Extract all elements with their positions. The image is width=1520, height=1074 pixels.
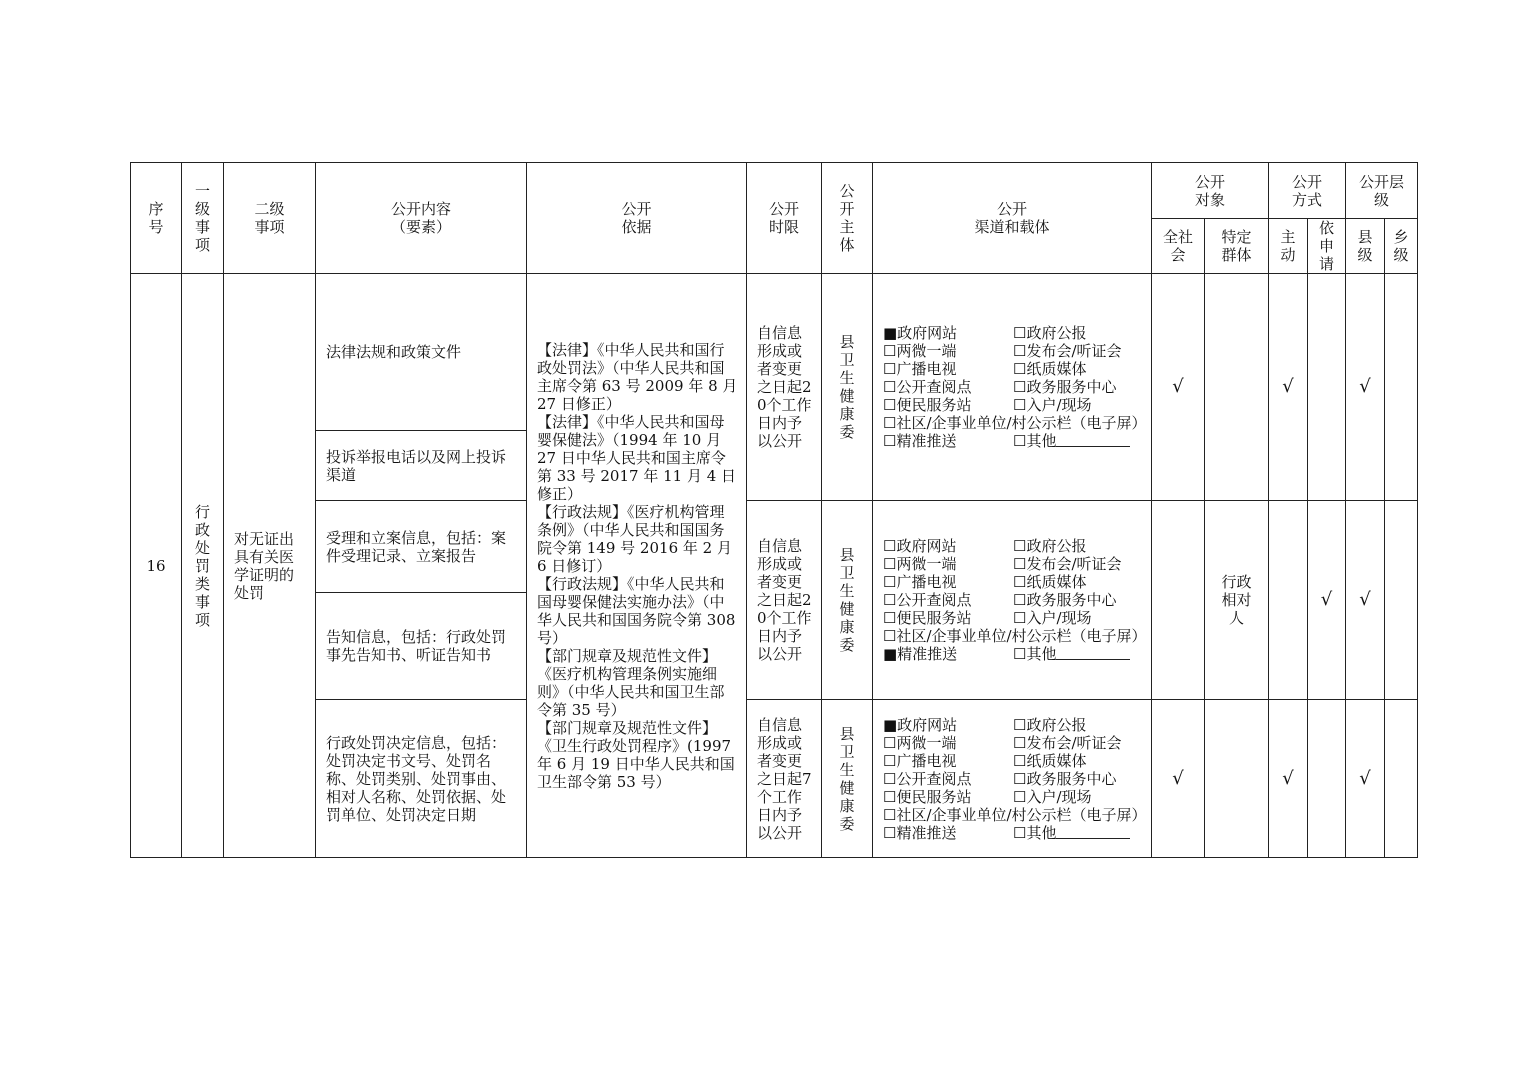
header-target-all: 全社 会 (1152, 219, 1205, 274)
channel-bulletin: ☐社区/企事业单位/村公示栏（电子屏） (883, 805, 1147, 824)
target-specific-cell (1205, 274, 1269, 501)
header-seq: 序号 (131, 163, 182, 274)
subject-cell: 县卫生健康委 (822, 274, 873, 501)
level-town-check (1385, 700, 1418, 858)
channel-line: ■精准推送 ☐其他 (883, 645, 1145, 663)
channel-cell (873, 274, 1152, 501)
row-level2: 对无证出具有关医学证明的处罚 (224, 274, 316, 858)
channel-cell (873, 700, 1152, 858)
header-content: 公开内容 （要素） (316, 163, 527, 274)
content-cell: 投诉举报电话以及网上投诉渠道 (316, 431, 527, 501)
content-cell: 行政处罚决定信息，包括：处罚决定书文号、处罚名称、处罚类别、处罚事由、相对人名称、处罚依据、处罚单位、处罚决定日期 (316, 700, 527, 858)
content-cell: 受理和立案信息，包括：案件受理记录、立案报告 (316, 501, 527, 593)
method-apply-check (1308, 700, 1346, 858)
header-basis: 公开 依据 (527, 163, 747, 274)
row-seq: 16 (131, 274, 182, 858)
method-active-check: √ (1269, 700, 1308, 858)
disclosure-table (130, 162, 1418, 858)
level-county-check: √ (1346, 501, 1385, 700)
channel-bulletin: ☐社区/企事业单位/村公示栏（电子屏） (883, 414, 1147, 432)
channel-line: ■政府网站 ☐政府公报 (883, 324, 1087, 342)
target-all-check: √ (1152, 700, 1205, 858)
target-all-check (1152, 501, 1205, 700)
basis-line: 【行政法规】《中华人民共和国母婴保健法实施办法》（中华人民共和国国务院令第 308 号） (537, 574, 736, 647)
other-blank-line (1056, 645, 1130, 660)
channel-line: ☐两微一端 ☐发布会/听证会 (883, 733, 1122, 752)
basis-line: 【法律】《中华人民共和国母婴保健法》（1994 年 10 月 27 日中华人民共和国主席令第 33 号 2017 年 11 月 4 日修正） (537, 412, 737, 503)
content-cell: 法律法规和政策文件 (316, 274, 527, 431)
channel-line: ☐便民服务站 ☐入户/现场 (883, 787, 1092, 806)
level-town-check (1385, 274, 1418, 501)
content-cell: 告知信息，包括：行政处罚事先告知书、听证告知书 (316, 593, 527, 700)
target-specific-cell (1205, 700, 1269, 858)
header-method-active: 主动 (1269, 219, 1308, 274)
header-time-limit: 公开 时限 (747, 163, 822, 274)
level-county-check: √ (1346, 274, 1385, 501)
channel-line: ☐便民服务站 ☐入户/现场 (883, 609, 1092, 627)
channel-line: ☐两微一端 ☐发布会/听证会 (883, 555, 1122, 573)
header-method: 公开 方式 (1269, 163, 1346, 219)
time-limit-cell: 自信息形成或者变更之日起20个工作日内予以公开 (747, 274, 822, 501)
channel-line: ☐广播电视 ☐纸质媒体 (883, 360, 1087, 378)
channel-bulletin: ☐社区/企事业单位/村公示栏（电子屏） (883, 627, 1147, 645)
header-level2: 二级事项 (224, 163, 316, 274)
table-row (131, 700, 1418, 858)
time-limit-cell: 自信息形成或者变更之日起7个工作日内予以公开 (747, 700, 822, 858)
header-target-specific: 特定 群体 (1205, 219, 1269, 274)
channel-line: ☐公开查阅点 ☐政务服务中心 (883, 378, 1117, 396)
level-town-check (1385, 501, 1418, 700)
method-apply-check (1308, 274, 1346, 501)
header-row-1 (131, 163, 1418, 219)
header-subject: 公开主体 (822, 163, 873, 274)
row-level1: 行政处罚类事项 (182, 274, 224, 858)
channel-line: ☐公开查阅点 ☐政务服务中心 (883, 769, 1117, 788)
target-specific-cell: 行政相对人 (1205, 501, 1269, 700)
basis-line: 【行政法规】《医疗机构管理条例》（中华人民共和国国务院令第 149 号 2016 年 2 月 6 日修订） (537, 502, 732, 575)
header-method-apply: 依申请 (1308, 219, 1346, 274)
header-level-county: 县级 (1346, 219, 1385, 274)
header-channel: 公开 渠道和载体 (873, 163, 1152, 274)
channel-line: ☐广播电视 ☐纸质媒体 (883, 573, 1087, 591)
header-level-town: 乡级 (1385, 219, 1418, 274)
basis-cell (527, 274, 747, 858)
channel-line: ☐广播电视 ☐纸质媒体 (883, 751, 1087, 770)
channel-line: ☐公开查阅点 ☐政务服务中心 (883, 591, 1117, 609)
basis-line: 【部门规章及规范性文件】《卫生行政处罚程序》(1997 年 6 月 19 日中华人民共和国卫生部令第 53 号） (537, 718, 735, 791)
method-active-check (1269, 501, 1308, 700)
subject-cell: 县卫生健康委 (822, 700, 873, 858)
subject-cell: 县卫生健康委 (822, 501, 873, 700)
header-target: 公开 对象 (1152, 163, 1269, 219)
channel-line: ☐便民服务站 ☐入户/现场 (883, 396, 1092, 414)
method-active-check: √ (1269, 274, 1308, 501)
channel-line: ☐政府网站 ☐政府公报 (883, 537, 1087, 555)
channel-line: ☐精准推送 ☐其他 (883, 824, 1145, 842)
time-limit-cell: 自信息形成或者变更之日起20个工作日内予以公开 (747, 501, 822, 700)
table-row (131, 274, 1418, 431)
basis-line: 【部门规章及规范性文件】《医疗机构管理条例实施细则》（中华人民共和国卫生部令第 35 号） (537, 646, 725, 719)
channel-line: ☐两微一端 ☐发布会/听证会 (883, 342, 1122, 360)
basis-line: 【法律】《中华人民共和国行政处罚法》（中华人民共和国主席令第 63 号 2009 年 8 月 27 日修正） (537, 340, 738, 413)
channel-line: ☐精准推送 ☐其他 (883, 432, 1145, 450)
table-row (131, 501, 1418, 593)
level-county-check: √ (1346, 700, 1385, 858)
other-blank-line (1056, 824, 1130, 839)
header-level1: 一级事项 (182, 163, 224, 274)
target-all-check: √ (1152, 274, 1205, 501)
channel-line: ■政府网站 ☐政府公报 (883, 715, 1087, 734)
method-apply-check: √ (1308, 501, 1346, 700)
header-level: 公开层 级 (1346, 163, 1418, 219)
other-blank-line (1056, 432, 1130, 447)
channel-cell (873, 501, 1152, 700)
